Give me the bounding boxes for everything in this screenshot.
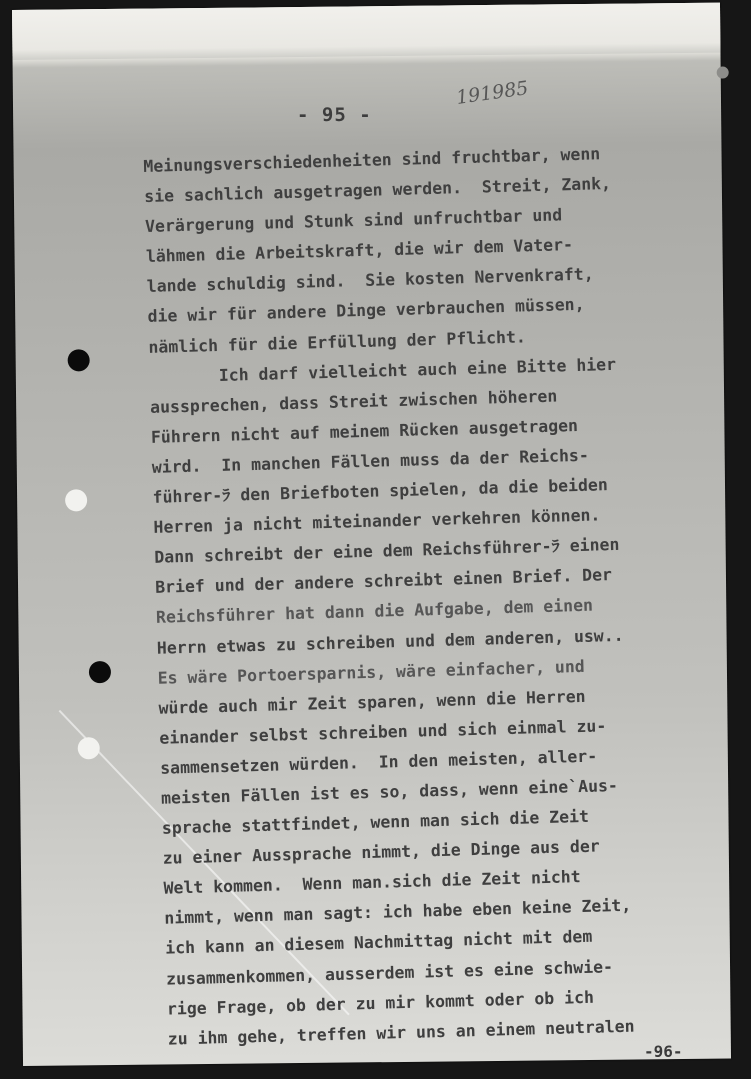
text-line: lähmen die Arbeitskraft, die wir dem Vater- xyxy=(145,235,574,267)
text-line: zu einer Aussprache nimmt, die Dinge aus der xyxy=(162,836,600,868)
text-line: Führern nicht auf meinem Rücken ausgetragen xyxy=(150,415,579,447)
next-page-marker: -96- xyxy=(644,1042,683,1061)
text-line: Es wäre Portoersparnis, wäre einfacher, und xyxy=(157,656,585,688)
punch-hole-icon xyxy=(89,661,111,683)
text-line: Reichsführer hat dann die Aufgabe, dem einen xyxy=(155,596,594,628)
punch-hole-icon xyxy=(65,489,87,511)
archive-number-handwritten: 191985 xyxy=(454,77,530,109)
text-line: Ich darf vielleicht auch eine Bitte hier xyxy=(149,354,617,387)
text-line: Verärgerung und Stunk sind unfruchtbar und xyxy=(144,205,563,237)
typed-body-text xyxy=(143,136,751,1055)
text-line: rige Frage, ob der zu mir kommt oder ob ich xyxy=(166,987,595,1019)
page-number: - 95 - xyxy=(297,104,372,126)
punch-hole-icon xyxy=(68,349,90,371)
text-line: sie sachlich ausgetragen werden. Streit, Zank, xyxy=(143,174,612,207)
text-line: ich kann an diesem Nachmittag nicht mit dem xyxy=(164,927,593,959)
text-line: Meinungsverschiedenheiten sind fruchtbar, wenn xyxy=(143,144,601,176)
text-line: die wir für andere Dinge verbrauchen müssen, xyxy=(147,295,585,327)
page-top-edge xyxy=(12,3,720,60)
text-line: sprache stattfindet, wenn man sich die Zeit xyxy=(161,806,590,838)
text-line: zusammenkommen, ausserdem ist es eine schwie- xyxy=(165,956,614,989)
text-line: Herren ja nicht miteinander verkehren können. xyxy=(153,505,601,537)
text-line: wird. In manchen Fällen muss da der Reichs- xyxy=(151,445,589,477)
text-line: Welt kommen. Wenn man.sich die Zeit nicht xyxy=(163,867,581,898)
text-line: meisten Fällen ist es so, dass, wenn eine`Aus- xyxy=(160,775,619,808)
text-line: Herrn etwas zu schreiben und dem anderen, usw.. xyxy=(156,625,624,658)
text-line: Dann schreibt der eine dem Reichsführer-ﾗ einen xyxy=(154,535,620,568)
text-line: sammensetzen würden. In den meisten, aller- xyxy=(159,746,598,778)
text-line: zu ihm gehe, treffen wir uns an einem neutralen xyxy=(167,1016,635,1049)
text-line: nimmt, wenn man sagt: ich habe eben keine Zeit, xyxy=(164,896,632,929)
staple-mark-icon xyxy=(717,66,729,78)
text-line: führer-ﾗ den Briefboten spielen, da die beiden xyxy=(152,475,609,507)
text-line: nämlich für die Erfüllung der Pflicht. xyxy=(148,326,527,357)
text-line: lande schuldig sind. Sie kosten Nervenkraft, xyxy=(146,264,594,297)
text-line: Brief und der andere schreibt einen Brief. Der xyxy=(154,565,613,598)
text-line: einander selbst schreiben und sich einmal zu- xyxy=(159,716,607,748)
text-line: würde auch mir Zeit sparen, wenn die Herren xyxy=(158,686,586,718)
punch-hole-icon xyxy=(78,737,100,759)
text-line: aussprechen, dass Streit zwischen höheren xyxy=(149,386,558,417)
